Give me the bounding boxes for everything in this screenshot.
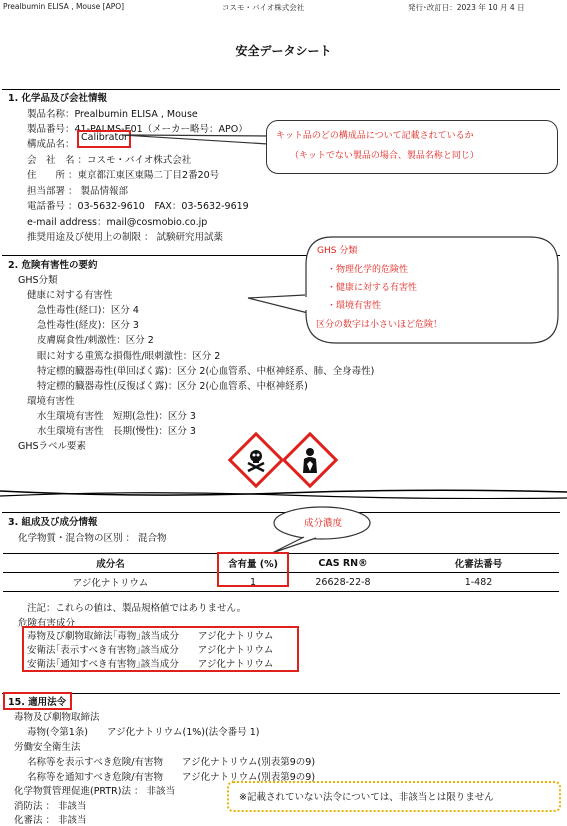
page-title: 安全データシート xyxy=(235,44,332,58)
law-disclaimer-text: ※記載されていない法令については、非該当とは限りません xyxy=(239,792,494,803)
ghs-callout-physical: ・物理化学的危険性 xyxy=(327,265,409,275)
ghs-label-elements: GHSラベル要素 xyxy=(18,441,87,452)
component-value: Calibrator xyxy=(81,132,128,143)
component-callout-line2: （キットでない製品の場合、製品名称と同じ） xyxy=(290,151,479,161)
company-address: 住 所 ：東京都江東区東陽二丁目2番20号 xyxy=(27,170,220,181)
section-break-wave xyxy=(0,489,567,499)
aquatic-long: 水生環境有害性 長期(慢性)：区分 3 xyxy=(37,426,196,437)
hazard-label-required: 安衛法｢表示すべき有害物｣該当成分 アジ化ナトリウム xyxy=(27,645,274,656)
fire-service-act: 消防法 ： 非該当 xyxy=(14,801,87,812)
environmental-hazards: 環境有害性 xyxy=(27,396,75,407)
stot-single: 特定標的臓器毒性(単回ばく露)：区分 2(心血管系、中枢神経系、肺、全身毒性) xyxy=(37,366,375,377)
recommended-usage: 推奨用途及び使用上の制限 ： 試験研究用試薬 xyxy=(27,232,224,243)
hazard-notify-required: 安衛法｢通知すべき有害物｣該当成分 アジ化ナトリウム xyxy=(27,659,274,670)
industrial-safety-act: 労働安全衛生法 xyxy=(14,742,81,753)
section-3-heading: 3. 組成及び成分情報 xyxy=(8,517,98,528)
email: e-mail address：mail@cosmobio.co.jp xyxy=(27,217,208,228)
product-number: 製品番号：41-PALMS-E01（メーカー略号：APO） xyxy=(27,124,248,135)
section-15-heading: 15. 適用法令 xyxy=(8,697,67,708)
hazard-poison: 毒物及び劇物取締法｢毒物｣該当成分 アジ化ナトリウム xyxy=(27,631,274,642)
concentration-callout-text: 成分濃度 xyxy=(304,518,343,529)
poisonous-act-detail: 毒物(令第1条) アジ化ナトリウム(1%)(法令番号 1) xyxy=(27,727,260,738)
header-date: 発行･改訂日：2023 年 10 月 4 日 xyxy=(408,3,525,12)
ghs-callout-note: 区分の数字は小さいほど危険！ xyxy=(316,320,443,330)
cell-substance: アジ化ナトリウム xyxy=(3,573,218,592)
header-company: コスモ・バイオ株式会社 xyxy=(222,3,305,12)
section-2-heading: 2. 危険有害性の要約 xyxy=(8,260,98,271)
section-1-heading: 1. 化学品及び会社情報 xyxy=(8,93,108,104)
aquatic-short: 水生環境有害性 短期(急性)：区分 3 xyxy=(37,411,196,422)
hazardous-components: 危険有害成分 xyxy=(18,618,76,629)
prtr-law: 化学物質管理促進(PRTR)法 ： 非該当 xyxy=(14,786,175,797)
concentration-callout xyxy=(232,505,392,557)
poisonous-act: 毒物及び劇物取締法 xyxy=(14,712,100,723)
ghs-callout-env: ・環境有害性 xyxy=(327,301,382,311)
acute-dermal: 急性毒性(経皮)：区分 3 xyxy=(37,320,139,331)
company-name: 会 社 名 ：コスモ・バイオ株式会社 xyxy=(27,155,192,166)
ghs-callout-title: GHS 分類 xyxy=(317,246,358,256)
notify-required-substance: 名称等を通知すべき危険/有害物 アジ化ナトリウム(別表第9の9) xyxy=(27,772,316,783)
component-label: 構成品名： xyxy=(27,139,75,150)
label-required-substance: 名称等を表示すべき危険/有害物 アジ化ナトリウム(別表第9の9) xyxy=(27,757,316,768)
cell-content: 1 xyxy=(218,573,288,592)
component-callout-line1: キット品のどの構成品について記載されているか xyxy=(276,131,474,141)
product-name: 製品名称：Prealbumin ELISA , Mouse xyxy=(27,109,198,120)
skin-irritation: 皮膚腐食性/刺激性：区分 2 xyxy=(37,335,154,346)
substance-mixture: 化学物質・混合物の区別 ： 混合物 xyxy=(18,533,167,544)
ghs-classification: GHS分類 xyxy=(18,275,58,286)
cell-csnl: 1-482 xyxy=(398,573,559,592)
composition-note: 注記：これらの値は、製品規格値ではありません。 xyxy=(27,603,247,614)
skull-crossbones-icon xyxy=(228,432,285,489)
ghs-callout-health: ・健康に対する有害性 xyxy=(327,283,418,293)
acute-oral: 急性毒性(経口)：区分 4 xyxy=(37,305,139,316)
department: 担当部署 ： 製品情報部 xyxy=(27,186,129,197)
stot-repeat: 特定標的臓器毒性(反復ばく露)：区分 2(心血管系、中枢神経系) xyxy=(37,381,308,392)
header-product: Prealbumin ELISA , Mouse [APO] xyxy=(3,2,125,11)
chemical-substances-act: 化審法 ： 非該当 xyxy=(14,815,87,826)
health-hazard-icon xyxy=(282,432,339,489)
phone-fax: 電話番号 ：03-5632-9610 FAX：03-5632-9619 xyxy=(27,201,249,212)
col-cas: CAS RN® xyxy=(288,554,398,573)
eye-damage: 眼に対する重篤な損傷性/眼刺激性：区分 2 xyxy=(37,351,221,362)
col-substance: 成分名 xyxy=(3,554,218,573)
section-rule xyxy=(2,693,560,694)
cell-cas: 26628-22-8 xyxy=(288,573,398,592)
col-content: 含有量 (%) xyxy=(218,554,288,573)
col-csnl: 化審法番号 xyxy=(398,554,559,573)
health-hazards: 健康に対する有害性 xyxy=(27,290,113,301)
content-highlight xyxy=(217,552,289,587)
